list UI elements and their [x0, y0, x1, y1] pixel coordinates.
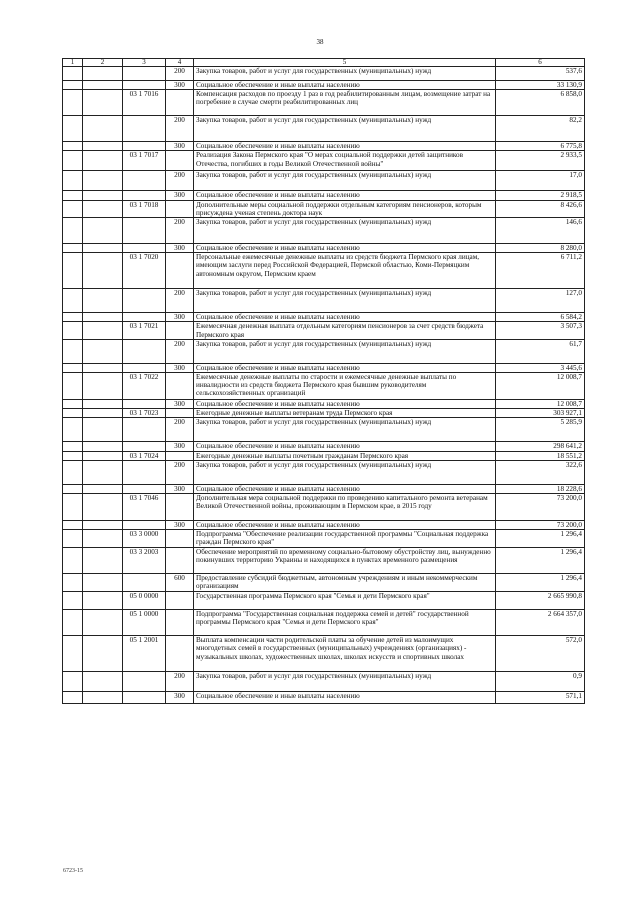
row-col-1: [63, 218, 83, 244]
row-col-1: [63, 116, 83, 142]
table-row: [63, 460, 585, 484]
description-cell: Закупка товаров, работ и услуг для государственных (муниципальных) нужд: [194, 289, 496, 313]
row-col-2: [83, 484, 123, 493]
expense-type-cell: [166, 610, 194, 636]
description-cell: Дополнительная мера социальной поддержки по проведению капитального ремонта ветеранам Великой Отечественной войны, проживающим в Пермском крае, в 2015 году: [194, 494, 496, 521]
row-col-2: [83, 636, 123, 672]
budget-code-cell: [123, 218, 166, 244]
header-col-6: 6: [496, 59, 585, 67]
row-col-1: [63, 373, 83, 400]
budget-code-cell: 03 3 0000: [123, 530, 166, 548]
expense-type-cell: 300: [166, 363, 194, 372]
expense-type-cell: 600: [166, 574, 194, 592]
row-col-2: [83, 494, 123, 521]
expense-type-cell: 300: [166, 81, 194, 90]
header-col-2: 2: [83, 59, 123, 67]
row-col-2: [83, 253, 123, 289]
budget-code-cell: [123, 116, 166, 142]
amount-cell: 12 008,7: [496, 373, 585, 400]
amount-cell: 61,7: [496, 339, 585, 363]
amount-cell: 18 551,2: [496, 451, 585, 460]
expense-type-cell: 300: [166, 442, 194, 451]
budget-code-cell: [123, 418, 166, 442]
budget-table: [62, 58, 585, 704]
budget-code-cell: [123, 339, 166, 363]
description-cell: Ежегодные денежные выплаты почетным гражданам Пермского края: [194, 451, 496, 460]
row-col-1: [63, 253, 83, 289]
expense-type-cell: 200: [166, 460, 194, 484]
amount-cell: 2 664 357,0: [496, 610, 585, 636]
budget-code-cell: [123, 244, 166, 253]
expense-type-cell: [166, 151, 194, 171]
row-col-2: [83, 322, 123, 339]
description-cell: Социальное обеспечение и иные выплаты населению: [194, 484, 496, 493]
budget-code-cell: 03 1 7020: [123, 253, 166, 289]
row-col-2: [83, 442, 123, 451]
expense-type-cell: 200: [166, 116, 194, 142]
description-cell: Ежемесячные денежные выплаты по старости и ежемесячные денежные выплаты по инвалидности из средств бюджета Пермского края бывшим руководителям сельскохозяйственных организаций: [194, 373, 496, 400]
description-cell: Ежегодные денежные выплаты ветеранам труда Пермского края: [194, 409, 496, 418]
description-cell: Компенсация расходов по проезду 1 раз в год реабилитированным лицам, возмещение затрат на погребение в случае смерти реабилитированных лиц: [194, 90, 496, 116]
row-col-2: [83, 692, 123, 704]
header-col-1: 1: [63, 59, 83, 67]
header-col-5: 5: [194, 59, 496, 67]
row-col-2: [83, 218, 123, 244]
row-col-2: [83, 418, 123, 442]
budget-code-cell: 03 1 7017: [123, 151, 166, 171]
budget-code-cell: 03 1 7022: [123, 373, 166, 400]
table-row: [63, 218, 585, 244]
amount-cell: 82,2: [496, 116, 585, 142]
row-col-2: [83, 244, 123, 253]
description-cell: Социальное обеспечение и иные выплаты населению: [194, 521, 496, 530]
row-col-2: [83, 592, 123, 610]
expense-type-cell: [166, 494, 194, 521]
description-cell: Социальное обеспечение и иные выплаты населению: [194, 313, 496, 322]
page-number: 38: [316, 38, 324, 46]
table-row: [63, 67, 585, 81]
budget-code-cell: 03 1 7046: [123, 494, 166, 521]
expense-type-cell: [166, 548, 194, 574]
table-row: [63, 81, 585, 90]
row-col-2: [83, 451, 123, 460]
row-col-1: [63, 200, 83, 217]
amount-cell: 12 008,7: [496, 400, 585, 409]
description-cell: Социальное обеспечение и иные выплаты населению: [194, 400, 496, 409]
expense-type-cell: 300: [166, 400, 194, 409]
description-cell: Подпрограмма "Обеспечение реализации государственной программы "Социальная поддержка граждан Пермского края": [194, 530, 496, 548]
description-cell: Дополнительные меры социальной поддержки отдельным категориям пенсионеров, которым присуждена ученая степень доктора наук: [194, 200, 496, 217]
row-col-2: [83, 548, 123, 574]
description-cell: Закупка товаров, работ и услуг для государственных (муниципальных) нужд: [194, 460, 496, 484]
expense-type-cell: 300: [166, 313, 194, 322]
amount-cell: 572,0: [496, 636, 585, 672]
amount-cell: 6 775,8: [496, 142, 585, 151]
amount-cell: 2 933,5: [496, 151, 585, 171]
amount-cell: 73 200,0: [496, 521, 585, 530]
table-row: [63, 244, 585, 253]
row-col-1: [63, 409, 83, 418]
amount-cell: 18 228,6: [496, 484, 585, 493]
row-col-1: [63, 400, 83, 409]
expense-type-cell: [166, 592, 194, 610]
amount-cell: 5 285,9: [496, 418, 585, 442]
table-header-row: [63, 59, 585, 67]
description-cell: Социальное обеспечение и иные выплаты населению: [194, 191, 496, 200]
table-row: [63, 151, 585, 171]
table-row: [63, 200, 585, 217]
row-col-2: [83, 67, 123, 81]
amount-cell: 537,6: [496, 67, 585, 81]
table-row: [63, 191, 585, 200]
budget-code-cell: 03 1 7021: [123, 322, 166, 339]
row-col-2: [83, 171, 123, 191]
description-cell: Закупка товаров, работ и услуг для государственных (муниципальных) нужд: [194, 67, 496, 81]
row-col-1: [63, 244, 83, 253]
row-col-2: [83, 373, 123, 400]
description-cell: Закупка товаров, работ и услуг для государственных (муниципальных) нужд: [194, 116, 496, 142]
description-cell: Социальное обеспечение и иные выплаты населению: [194, 442, 496, 451]
amount-cell: 6 584,2: [496, 313, 585, 322]
table-row: [63, 373, 585, 400]
row-col-1: [63, 191, 83, 200]
table-row: [63, 574, 585, 592]
amount-cell: 8 426,6: [496, 200, 585, 217]
row-col-1: [63, 142, 83, 151]
table-row: [63, 636, 585, 672]
budget-code-cell: 03 3 2003: [123, 548, 166, 574]
amount-cell: 146,6: [496, 218, 585, 244]
expense-type-cell: 200: [166, 289, 194, 313]
budget-code-cell: 05 1 2001: [123, 636, 166, 672]
row-col-1: [63, 322, 83, 339]
expense-type-cell: 300: [166, 692, 194, 704]
table-row: [63, 672, 585, 692]
row-col-2: [83, 530, 123, 548]
amount-cell: 2 665 990,8: [496, 592, 585, 610]
expense-type-cell: 300: [166, 142, 194, 151]
row-col-2: [83, 521, 123, 530]
row-col-1: [63, 484, 83, 493]
expense-type-cell: [166, 373, 194, 400]
row-col-2: [83, 339, 123, 363]
amount-cell: 1 296,4: [496, 574, 585, 592]
table-row: [63, 521, 585, 530]
budget-code-cell: [123, 460, 166, 484]
amount-cell: 3 507,3: [496, 322, 585, 339]
table-row: [63, 451, 585, 460]
row-col-2: [83, 574, 123, 592]
row-col-1: [63, 81, 83, 90]
expense-type-cell: [166, 636, 194, 672]
budget-code-cell: [123, 67, 166, 81]
budget-code-cell: [123, 574, 166, 592]
budget-code-cell: [123, 289, 166, 313]
amount-cell: 2 918,5: [496, 191, 585, 200]
row-col-1: [63, 442, 83, 451]
budget-code-cell: [123, 400, 166, 409]
expense-type-cell: 300: [166, 244, 194, 253]
row-col-2: [83, 81, 123, 90]
row-col-2: [83, 363, 123, 372]
expense-type-cell: [166, 200, 194, 217]
expense-type-cell: 200: [166, 218, 194, 244]
row-col-1: [63, 548, 83, 574]
amount-cell: 298 641,2: [496, 442, 585, 451]
row-col-1: [63, 90, 83, 116]
row-col-2: [83, 409, 123, 418]
table-row: [63, 90, 585, 116]
budget-code-cell: 05 1 0000: [123, 610, 166, 636]
table-row: [63, 610, 585, 636]
row-col-1: [63, 171, 83, 191]
row-col-1: [63, 460, 83, 484]
row-col-1: [63, 363, 83, 372]
expense-type-cell: [166, 409, 194, 418]
row-col-2: [83, 289, 123, 313]
footer-document-code: 6723-15: [63, 868, 83, 874]
budget-code-cell: [123, 171, 166, 191]
budget-code-cell: [123, 363, 166, 372]
description-cell: Социальное обеспечение и иные выплаты населению: [194, 244, 496, 253]
budget-code-cell: 03 1 7024: [123, 451, 166, 460]
row-col-1: [63, 692, 83, 704]
table-row: [63, 409, 585, 418]
row-col-1: [63, 530, 83, 548]
row-col-1: [63, 592, 83, 610]
budget-code-cell: 03 1 7023: [123, 409, 166, 418]
description-cell: Ежемесячная денежная выплата отдельным категориям пенсионеров за счет средств бюджета Пермского края: [194, 322, 496, 339]
description-cell: Подпрограмма "Государственная социальная поддержка семей и детей" государственной программы Пермского края "Семья и дети Пермского края": [194, 610, 496, 636]
expense-type-cell: [166, 530, 194, 548]
table-row: [63, 322, 585, 339]
amount-cell: 73 200,0: [496, 494, 585, 521]
row-col-2: [83, 610, 123, 636]
row-col-2: [83, 672, 123, 692]
table-row: [63, 142, 585, 151]
row-col-1: [63, 636, 83, 672]
row-col-2: [83, 313, 123, 322]
row-col-2: [83, 460, 123, 484]
description-cell: Закупка товаров, работ и услуг для государственных (муниципальных) нужд: [194, 418, 496, 442]
description-cell: Государственная программа Пермского края "Семья и дети Пермского края": [194, 592, 496, 610]
expense-type-cell: [166, 322, 194, 339]
row-col-1: [63, 418, 83, 442]
amount-cell: 127,0: [496, 289, 585, 313]
row-col-2: [83, 151, 123, 171]
budget-code-cell: [123, 521, 166, 530]
table-row: [63, 289, 585, 313]
description-cell: Закупка товаров, работ и услуг для государственных (муниципальных) нужд: [194, 672, 496, 692]
row-col-2: [83, 191, 123, 200]
description-cell: Социальное обеспечение и иные выплаты населению: [194, 692, 496, 704]
expense-type-cell: [166, 90, 194, 116]
amount-cell: 6 858,0: [496, 90, 585, 116]
table-row: [63, 171, 585, 191]
row-col-1: [63, 289, 83, 313]
table-row: [63, 116, 585, 142]
description-cell: Персональные ежемесячные денежные выплаты из средств бюджета Пермского края лицам, имеющим заслуги перед Российской Федерацией, Пермской областью, Коми-Пермяцким автономным округом, Пермским краем: [194, 253, 496, 289]
row-col-2: [83, 400, 123, 409]
amount-cell: 3 445,6: [496, 363, 585, 372]
budget-code-cell: [123, 692, 166, 704]
row-col-2: [83, 90, 123, 116]
row-col-1: [63, 339, 83, 363]
expense-type-cell: 200: [166, 339, 194, 363]
description-cell: Обеспечение мероприятий по временному социально-бытовому обустройству лиц, вынужденно покинувших территорию Украины и находящихся в пунктах временного размещения: [194, 548, 496, 574]
budget-code-cell: [123, 442, 166, 451]
budget-code-cell: [123, 484, 166, 493]
amount-cell: 17,0: [496, 171, 585, 191]
description-cell: Социальное обеспечение и иные выплаты населению: [194, 142, 496, 151]
amount-cell: 6 711,2: [496, 253, 585, 289]
description-cell: Выплата компенсации части родительской платы за обучение детей из малоимущих многодетных семей в государственных (муниципальных) учреждениях (организациях) - музыкальных школах, художественных школах, школах искусств и спортивных школах: [194, 636, 496, 672]
expense-type-cell: 200: [166, 171, 194, 191]
row-col-1: [63, 151, 83, 171]
budget-code-cell: [123, 313, 166, 322]
budget-code-cell: [123, 81, 166, 90]
description-cell: Закупка товаров, работ и услуг для государственных (муниципальных) нужд: [194, 171, 496, 191]
amount-cell: 8 280,0: [496, 244, 585, 253]
expense-type-cell: 200: [166, 672, 194, 692]
description-cell: Закупка товаров, работ и услуг для государственных (муниципальных) нужд: [194, 218, 496, 244]
amount-cell: 1 296,4: [496, 548, 585, 574]
table-row: [63, 339, 585, 363]
header-col-3: 3: [123, 59, 166, 67]
row-col-1: [63, 451, 83, 460]
table-row: [63, 442, 585, 451]
amount-cell: 322,6: [496, 460, 585, 484]
amount-cell: 33 130,9: [496, 81, 585, 90]
row-col-2: [83, 116, 123, 142]
header-col-4: 4: [166, 59, 194, 67]
row-col-2: [83, 142, 123, 151]
table-row: [63, 418, 585, 442]
expense-type-cell: 300: [166, 484, 194, 493]
expense-type-cell: [166, 451, 194, 460]
budget-code-cell: [123, 191, 166, 200]
budget-code-cell: 03 1 7016: [123, 90, 166, 116]
table-row: [63, 313, 585, 322]
amount-cell: 1 296,4: [496, 530, 585, 548]
description-cell: Предоставление субсидий бюджетным, автономным учреждениям и иным некоммерческим организациям: [194, 574, 496, 592]
expense-type-cell: 200: [166, 67, 194, 81]
budget-code-cell: 05 0 0000: [123, 592, 166, 610]
amount-cell: 303 927,1: [496, 409, 585, 418]
table-row: [63, 692, 585, 704]
table-row: [63, 400, 585, 409]
table-row: [63, 592, 585, 610]
description-cell: Социальное обеспечение и иные выплаты населению: [194, 81, 496, 90]
expense-type-cell: 200: [166, 418, 194, 442]
description-cell: Реализация Закона Пермского края "О мерах социальной поддержки детей защитников Отечества, погибших в годы Великой Отечественной войны": [194, 151, 496, 171]
table-row: [63, 494, 585, 521]
row-col-1: [63, 574, 83, 592]
table-row: [63, 253, 585, 289]
expense-type-cell: [166, 253, 194, 289]
expense-type-cell: 300: [166, 521, 194, 530]
budget-code-cell: [123, 672, 166, 692]
row-col-1: [63, 521, 83, 530]
table-row: [63, 548, 585, 574]
amount-cell: 571,1: [496, 692, 585, 704]
description-cell: Социальное обеспечение и иные выплаты населению: [194, 363, 496, 372]
budget-code-cell: [123, 142, 166, 151]
table-row: [63, 530, 585, 548]
budget-code-cell: 03 1 7018: [123, 200, 166, 217]
row-col-1: [63, 313, 83, 322]
amount-cell: 0,9: [496, 672, 585, 692]
table-row: [63, 484, 585, 493]
table-row: [63, 363, 585, 372]
row-col-2: [83, 200, 123, 217]
row-col-1: [63, 672, 83, 692]
row-col-1: [63, 494, 83, 521]
description-cell: Закупка товаров, работ и услуг для государственных (муниципальных) нужд: [194, 339, 496, 363]
row-col-1: [63, 610, 83, 636]
expense-type-cell: 300: [166, 191, 194, 200]
row-col-1: [63, 67, 83, 81]
